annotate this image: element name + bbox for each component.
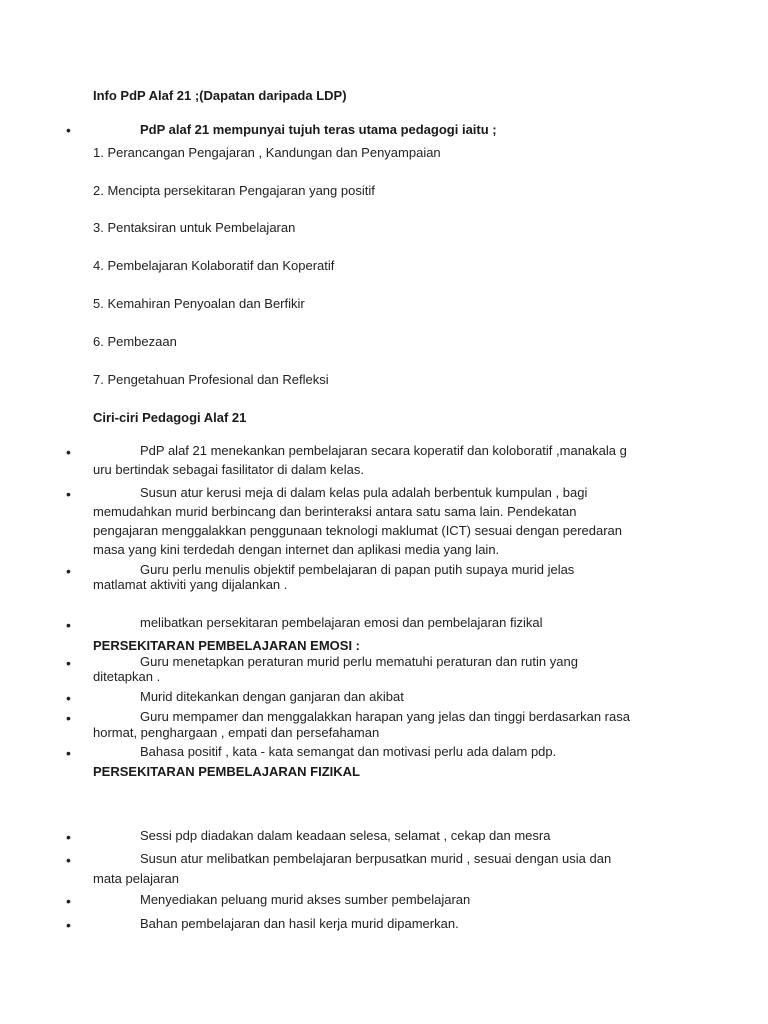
ciri-item-2-line-2: memudahkan murid berbincang dan berinteraksi antara satu sama lain. Pendekatan: [93, 504, 577, 519]
emosi-item-3-line-1: Guru mempamer dan menggalakkan harapan yang jelas dan tinggi berdasarkan rasa: [140, 709, 630, 724]
ciri-item-3-line-2: matlamat aktiviti yang dijalankan .: [93, 577, 288, 592]
bullet-icon: •: [66, 122, 71, 138]
bullet-icon: •: [66, 655, 71, 671]
fizikal-item-2-line-1: Susun atur melibatkan pembelajaran berpusatkan murid , sesuai dengan usia dan: [140, 851, 612, 866]
teras-item-5: 5. Kemahiran Penyoalan dan Berfikir: [93, 296, 305, 311]
ciri-item-2-line-3: pengajaran menggalakkan penggunaan teknologi maklumat (ICT) sesuai dengan peredaran: [93, 523, 623, 538]
teras-item-3: 3. Pentaksiran untuk Pembelajaran: [93, 220, 296, 235]
bullet-icon: •: [66, 893, 71, 909]
fizikal-item-1-line-1: Sessi pdp diadakan dalam keadaan selesa, selamat , cekap dan mesra: [140, 828, 551, 843]
bullet-icon: •: [66, 486, 71, 502]
bullet-icon: •: [66, 829, 71, 845]
ciri-item-2-line-1: Susun atur kerusi meja di dalam kelas pula adalah berbentuk kumpulan , bagi: [140, 485, 588, 500]
teras-item-4: 4. Pembelajaran Kolaboratif dan Koperatif: [93, 258, 335, 273]
bullet-icon: •: [66, 617, 71, 633]
bullet-icon: •: [66, 745, 71, 761]
emosi-item-3-line-2: hormat, penghargaan , empati dan persefahaman: [93, 725, 380, 740]
teras-item-1: 1. Perancangan Pengajaran , Kandungan dan Penyampaian: [93, 145, 441, 160]
bullet-icon: •: [66, 852, 71, 868]
teras-item-2: 2. Mencipta persekitaran Pengajaran yang positif: [93, 183, 375, 198]
fizikal-heading: PERSEKITARAN PEMBELAJARAN FIZIKAL: [93, 764, 360, 779]
fizikal-item-3-line-1: Menyediakan peluang murid akses sumber pembelajaran: [140, 892, 471, 907]
bullet-icon: •: [66, 563, 71, 579]
ciri-item-2-line-4: masa yang kini terdedah dengan internet dan aplikasi media yang lain.: [93, 542, 500, 557]
bullet-icon: •: [66, 444, 71, 460]
emosi-item-4-line-1: Bahasa positif , kata - kata semangat dan motivasi perlu ada dalam pdp.: [140, 744, 557, 759]
ciri-item-3-line-1: Guru perlu menulis objektif pembelajaran di papan putih supaya murid jelas: [140, 562, 575, 577]
ciri-item-1-line-1: PdP alaf 21 menekankan pembelajaran secara koperatif dan koloboratif ,manakala g: [140, 443, 627, 458]
fizikal-item-4-line-1: Bahan pembelajaran dan hasil kerja murid dipamerkan.: [140, 916, 459, 931]
emosi-item-1-line-2: ditetapkan .: [93, 669, 161, 684]
teras-item-7: 7. Pengetahuan Profesional dan Refleksi: [93, 372, 329, 387]
fizikal-item-2-line-2: mata pelajaran: [93, 871, 179, 886]
bullet-icon: •: [66, 710, 71, 726]
bullet-icon: •: [66, 690, 71, 706]
ciri-item-1-line-2: uru bertindak sebagai fasilitator di dalam kelas.: [93, 462, 364, 477]
emosi-item-1-line-1: Guru menetapkan peraturan murid perlu mematuhi peraturan dan rutin yang: [140, 654, 578, 669]
ciri-item-4-line-1: melibatkan persekitaran pembelajaran emosi dan pembelajaran fizikal: [140, 615, 543, 630]
document-title: Info PdP Alaf 21 ;(Dapatan daripada LDP): [93, 88, 347, 103]
ciri-heading: Ciri-ciri Pedagogi Alaf 21: [93, 410, 247, 425]
bullet-icon: •: [66, 917, 71, 933]
emosi-item-2-line-1: Murid ditekankan dengan ganjaran dan akibat: [140, 689, 404, 704]
emosi-heading: PERSEKITARAN PEMBELAJARAN EMOSI :: [93, 638, 361, 653]
teras-item-6: 6. Pembezaan: [93, 334, 177, 349]
intro-line: PdP alaf 21 mempunyai tujuh teras utama pedagogi iaitu ;: [140, 122, 497, 137]
